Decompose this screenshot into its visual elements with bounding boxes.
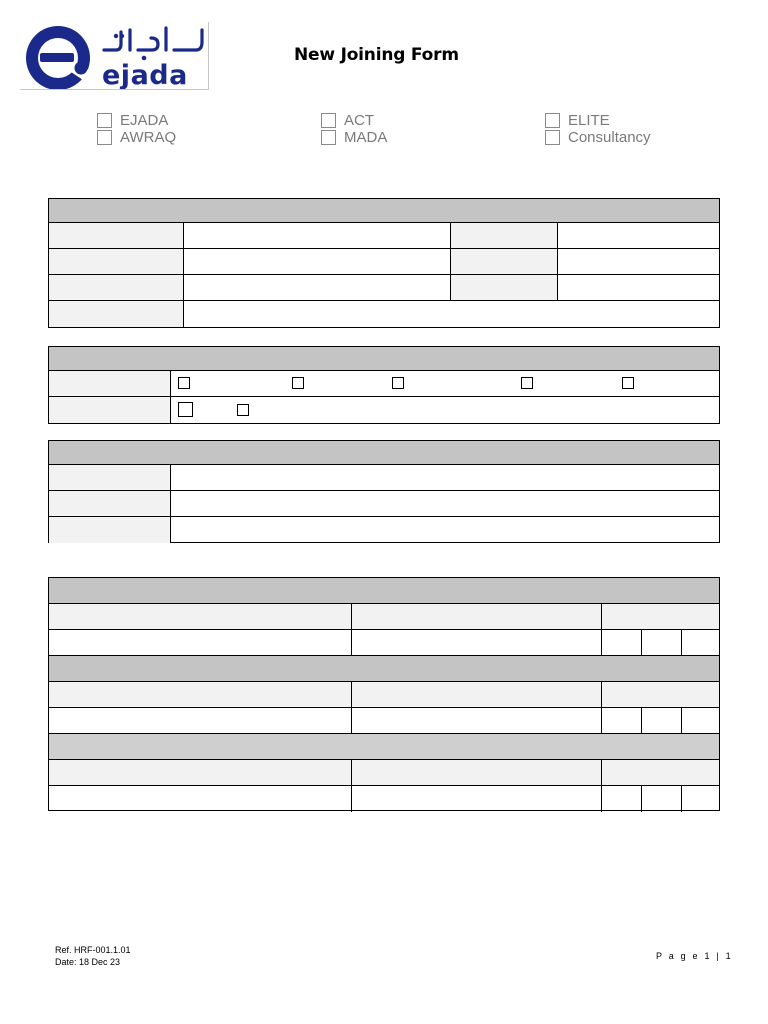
company-label: ELITE (568, 112, 610, 129)
form-row (49, 682, 719, 708)
page-number: P a g e 1 | 1 (656, 951, 733, 961)
form-section-2 (48, 346, 720, 424)
company-label: ACT (344, 112, 374, 129)
field-input-cell[interactable] (558, 275, 719, 300)
reference-date: Date: 18 Dec 23 (55, 957, 121, 967)
field-label-cell (49, 397, 171, 423)
field-input-cell[interactable] (49, 630, 352, 655)
field-input-cell[interactable] (642, 630, 682, 655)
form-row (49, 517, 719, 543)
form-row (49, 397, 719, 423)
column-header-cell (352, 604, 602, 629)
column-header-cell (602, 760, 719, 785)
form-row (49, 630, 719, 656)
section-header (49, 578, 719, 604)
footer-reference (55, 944, 131, 968)
subsection-header (49, 734, 719, 760)
field-input-cell[interactable] (602, 786, 642, 812)
column-header-cell (49, 604, 352, 629)
field-input-cell[interactable] (171, 517, 719, 543)
field-label-cell (49, 371, 171, 396)
field-input-cell[interactable] (558, 249, 719, 274)
option-cell (171, 397, 719, 423)
company-option-elite[interactable] (545, 112, 610, 129)
field-label-cell (49, 491, 171, 516)
form-row (49, 465, 719, 491)
form-section-4 (48, 577, 720, 811)
company-label: EJADA (120, 112, 169, 129)
field-label-cell (451, 275, 558, 300)
company-checkbox[interactable] (545, 113, 560, 128)
company-checkbox[interactable] (97, 130, 112, 145)
reference-number: Ref. HRF-001.1.01 (55, 945, 131, 955)
field-input-cell[interactable] (184, 249, 451, 274)
field-input-cell[interactable] (642, 786, 682, 812)
field-label-cell (49, 249, 184, 274)
column-header-cell (602, 604, 719, 629)
company-option-awraq[interactable] (97, 129, 176, 146)
company-option-consultancy[interactable] (545, 129, 651, 146)
logo-latin-text: ejada (102, 60, 188, 90)
section-header (49, 347, 719, 371)
company-label: AWRAQ (120, 129, 177, 146)
form-row (49, 786, 719, 812)
option-checkbox[interactable] (521, 377, 533, 389)
field-label-cell (49, 223, 184, 248)
option-checkbox[interactable] (392, 377, 404, 389)
field-input-cell[interactable] (184, 223, 451, 248)
column-header-cell (49, 760, 352, 785)
section-header (49, 199, 719, 223)
company-checkbox[interactable] (321, 130, 336, 145)
field-input-cell[interactable] (602, 708, 642, 733)
column-header-cell (352, 760, 602, 785)
field-input-cell[interactable] (184, 275, 451, 300)
field-input-cell[interactable] (602, 630, 642, 655)
field-label-cell (49, 517, 171, 543)
option-checkbox[interactable] (622, 377, 634, 389)
company-checkbox[interactable] (321, 113, 336, 128)
field-input-cell[interactable] (642, 708, 682, 733)
field-input-cell[interactable] (352, 786, 602, 812)
company-label: Consultancy (568, 129, 651, 146)
field-input-cell[interactable] (352, 708, 602, 733)
option-checkbox[interactable] (237, 404, 249, 416)
field-input-cell[interactable] (682, 708, 719, 733)
company-checkbox[interactable] (97, 113, 112, 128)
ejada-logo (20, 22, 209, 90)
field-input-cell[interactable] (171, 491, 719, 516)
logo-frame (20, 22, 209, 90)
form-row (49, 760, 719, 786)
field-input-cell[interactable] (682, 786, 719, 812)
option-checkbox[interactable] (178, 402, 193, 417)
form-row (49, 604, 719, 630)
field-input-cell[interactable] (171, 465, 719, 490)
field-input-cell[interactable] (49, 708, 352, 733)
field-label-cell (49, 465, 171, 490)
field-input-cell[interactable] (49, 786, 352, 812)
field-input-cell[interactable] (558, 223, 719, 248)
form-row (49, 301, 719, 327)
form-row (49, 708, 719, 734)
field-label-cell (49, 275, 184, 300)
form-row (49, 223, 719, 249)
field-input-cell[interactable] (184, 301, 719, 327)
company-option-mada[interactable] (321, 129, 387, 146)
section-header (49, 441, 719, 465)
company-option-act[interactable] (321, 112, 374, 129)
field-input-cell[interactable] (352, 630, 602, 655)
column-header-cell (49, 682, 352, 707)
form-title: New Joining Form (294, 45, 459, 65)
column-header-cell (602, 682, 719, 707)
field-label-cell (49, 301, 184, 327)
company-option-ejada[interactable] (97, 112, 168, 129)
subsection-header (49, 656, 719, 682)
form-section-3 (48, 440, 720, 543)
form-row (49, 275, 719, 301)
company-checkbox[interactable] (545, 130, 560, 145)
form-row (49, 249, 719, 275)
column-header-cell (352, 682, 602, 707)
form-row (49, 491, 719, 517)
option-checkbox[interactable] (178, 377, 190, 389)
field-input-cell[interactable] (682, 630, 719, 655)
field-label-cell (451, 249, 558, 274)
option-cell (171, 371, 719, 396)
form-section-1 (48, 198, 720, 328)
form-row (49, 371, 719, 397)
company-label: MADA (344, 129, 388, 146)
option-checkbox[interactable] (292, 377, 304, 389)
field-label-cell (451, 223, 558, 248)
